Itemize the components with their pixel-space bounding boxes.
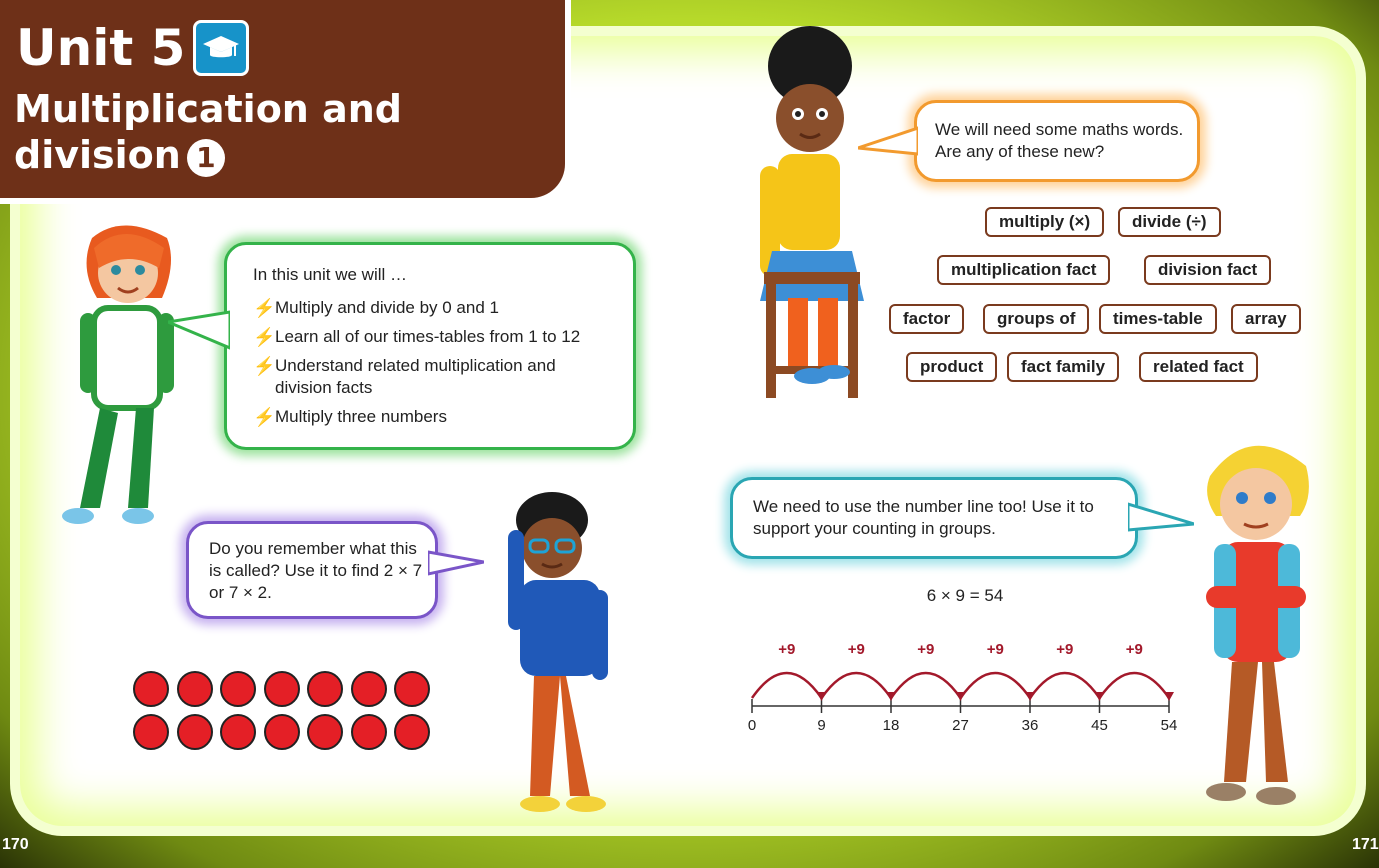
vocab-chip: array	[1231, 304, 1301, 334]
page-number-right: 171	[1352, 836, 1379, 853]
counter	[133, 671, 169, 707]
vocab-chip: multiplication fact	[937, 255, 1110, 285]
jump-arc	[891, 673, 961, 698]
array-question-bubble	[186, 521, 438, 619]
jump-label: +9	[986, 641, 1004, 658]
lightning-bolt-icon: ⚡	[253, 356, 276, 376]
goal-item: ⚡ Multiply and divide by 0 and 1	[253, 298, 499, 318]
vocab-chip: divide (÷)	[1118, 207, 1221, 237]
jump-arrowhead	[1164, 692, 1174, 701]
jump-label: +9	[778, 641, 796, 658]
maths-words-bubble-tail	[858, 126, 918, 156]
array-question-text: Do you remember what this is called? Use it to find 2 × 7 or 7 × 2.	[209, 539, 423, 602]
goals-bubble-tail	[168, 310, 230, 350]
jump-arc	[1030, 673, 1100, 698]
unit-title-block	[0, 0, 565, 198]
counter	[351, 671, 387, 707]
counter	[177, 671, 213, 707]
number-line-tick-label: 27	[952, 717, 969, 734]
red-haired-girl-illustration	[52, 218, 192, 538]
jump-label: +9	[917, 641, 935, 658]
counter	[220, 714, 256, 750]
counter	[220, 671, 256, 707]
number-line-bubble-tail	[1128, 502, 1194, 532]
vocab-chip: groups of	[983, 304, 1089, 334]
vocab-chip: fact family	[1007, 352, 1119, 382]
blond-boy-illustration	[1196, 436, 1316, 816]
jump-arc	[752, 673, 822, 698]
number-line-tick-label: 54	[1160, 717, 1178, 734]
vocab-chip: factor	[889, 304, 964, 334]
counter	[307, 671, 343, 707]
jump-label: +9	[1125, 641, 1143, 658]
jump-label: +9	[847, 641, 865, 658]
counter	[394, 671, 430, 707]
vocab-chip: division fact	[1144, 255, 1271, 285]
lightning-bolt-icon: ⚡	[253, 298, 276, 318]
counter	[177, 714, 213, 750]
number-line-tick-label: 36	[1021, 717, 1039, 734]
number-line-tick-label: 18	[882, 717, 900, 734]
graduation-cap-icon	[193, 20, 249, 76]
unit-goals-bubble	[224, 242, 636, 450]
number-line-tick-label: 9	[817, 717, 826, 734]
counter	[264, 714, 300, 750]
jump-arc	[822, 673, 892, 698]
lightning-bolt-icon: ⚡	[253, 327, 276, 347]
jump-label: +9	[1056, 641, 1074, 658]
counter	[264, 671, 300, 707]
number-line-bubble-text: We need to use the number line too! Use it to support your counting in groups.	[753, 497, 1094, 538]
jump-arc	[961, 673, 1031, 698]
number-line-tick-label: 0	[747, 717, 757, 734]
unit-title	[14, 86, 554, 178]
counter	[307, 714, 343, 750]
page-number-left: 170	[2, 836, 29, 853]
goal-item: ⚡ Learn all of our times-tables from 1 to 12	[253, 327, 581, 347]
sitting-girl-illustration	[748, 26, 868, 404]
goals-list	[253, 297, 613, 435]
vocab-chip: product	[906, 352, 997, 382]
vocab-chip: times-table	[1099, 304, 1217, 334]
number-line-bubble	[730, 477, 1138, 559]
counter	[394, 714, 430, 750]
vocab-chip: multiply (×)	[985, 207, 1104, 237]
maths-words-bubble	[914, 100, 1200, 182]
unit-number: Unit 5	[16, 19, 186, 77]
equation: 6 × 9 = 54	[926, 586, 1004, 605]
boy-with-glasses-illustration	[500, 490, 612, 820]
counter	[133, 714, 169, 750]
array-bubble-tail	[428, 548, 484, 578]
maths-words-text: We will need some maths words. Are any of these new?	[935, 120, 1184, 161]
counter	[351, 714, 387, 750]
vocab-chip: related fact	[1139, 352, 1258, 382]
goal-item: ⚡ Understand related multiplication and division facts	[253, 356, 556, 397]
unit-title-text: Multiplication and division	[14, 87, 402, 177]
lightning-bolt-icon: ⚡	[253, 407, 276, 427]
number-line-tick-label: 45	[1091, 717, 1108, 734]
number-line	[740, 636, 1190, 746]
jump-arc	[1100, 673, 1170, 698]
goal-item: ⚡ Multiply three numbers	[253, 407, 447, 427]
part-badge: 1	[187, 139, 225, 177]
goals-intro: In this unit we will …	[253, 265, 407, 284]
